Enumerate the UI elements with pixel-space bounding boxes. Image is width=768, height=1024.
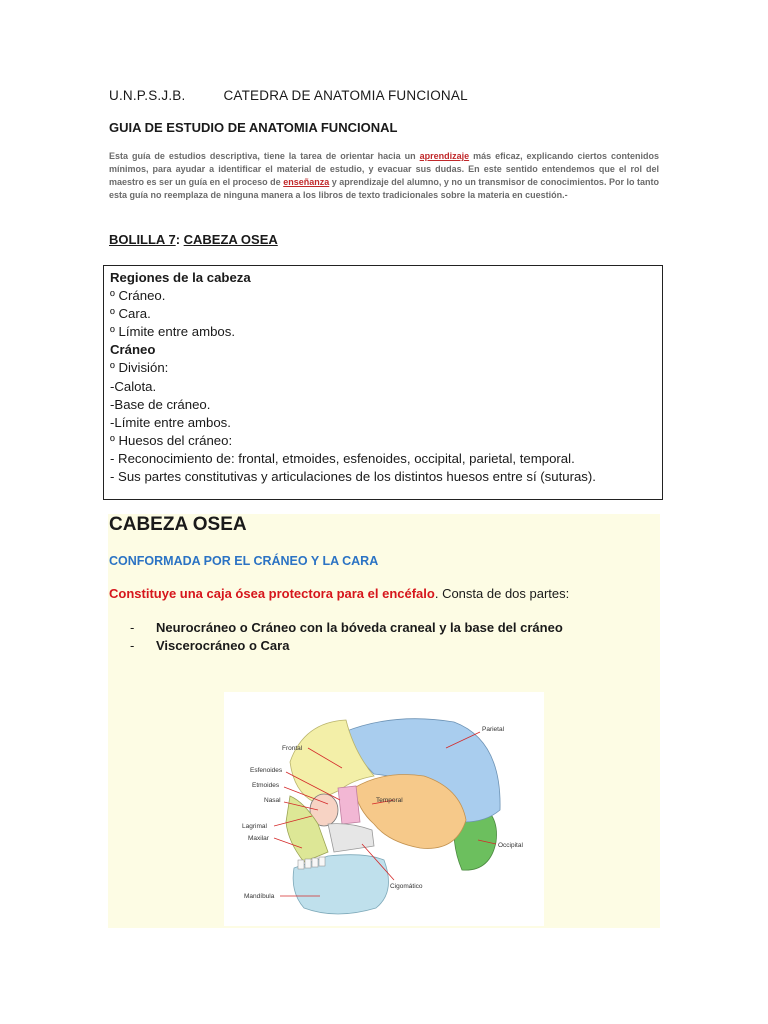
chair-name: CATEDRA DE ANATOMIA FUNCIONAL: [223, 88, 468, 103]
box-line: -Base de cráneo.: [110, 396, 211, 412]
ensenanza-link[interactable]: enseñanza: [283, 177, 330, 187]
aprendizaje-link[interactable]: aprendizaje: [419, 151, 470, 161]
list-item: [130, 638, 289, 653]
bullet-dash: -: [130, 620, 135, 635]
bolilla-heading: [109, 232, 278, 247]
label-temporal: Temporal: [376, 797, 403, 804]
box-line: - Sus partes constitutivas y articulaciones de los distintos huesos entre sí (suturas).: [110, 469, 596, 485]
document-header: [109, 88, 468, 103]
skull-figure: [224, 692, 544, 926]
box-line: - Reconocimiento de: frontal, etmoides, esfenoides, occipital, parietal, temporal.: [110, 450, 575, 466]
label-cigomatico: Cigomático: [390, 883, 423, 890]
box-line: º Cráneo.: [110, 288, 166, 304]
label-etmoides: Etmoides: [252, 782, 280, 789]
sphenoid-bone: [338, 786, 360, 824]
list-item: [130, 620, 563, 635]
bolilla-topic: CABEZA OSEA: [183, 232, 278, 247]
bullet-text: Neurocráneo o Cráneo con la bóveda craneal y la base del cráneo: [156, 620, 563, 635]
box-line: º Huesos del cráneo:: [110, 432, 233, 448]
bolilla-label: BOLILLA 7: [109, 232, 176, 247]
box-line: Regiones de la cabeza: [110, 270, 251, 285]
bullet-dash: -: [130, 638, 135, 653]
box-line: º Cara.: [110, 306, 151, 322]
skull-diagram: [224, 692, 544, 926]
intro-text-2: más eficaz, explicando ciertos contenidos mínimos, para ayudar a identificar el material de estudio, y evacuar sus dudas. En este sentido entendemos que el rol del maestro es ser un guía en el proceso de: [109, 151, 659, 187]
label-mandibula: Mandíbula: [244, 893, 275, 900]
box-line: Cráneo: [110, 342, 156, 358]
intro-text-3: y aprendizaje del alumno, y no un transmisor de conocimientos. Por lo tanto esta guía no reemplaza de ninguna manera a los libros de texto tradicionales sobre la materia en cuestión.-: [109, 177, 659, 200]
label-esfenoides: Esfenoides: [250, 767, 283, 774]
bullet-text: Viscerocráneo o Cara: [156, 638, 290, 653]
section-title: CABEZA OSEA: [109, 514, 247, 535]
lead-rest: . Consta de dos partes:: [434, 586, 570, 601]
section-lead: [109, 586, 569, 601]
box-line: º Límite entre ambos.: [110, 324, 236, 340]
bolilla-separator: :: [175, 232, 184, 247]
section-subtitle: CONFORMADA POR EL CRÁNEO Y LA CARA: [109, 554, 379, 568]
intro-text-1: Esta guía de estudios descriptiva, tiene la tarea de orientar hacia un: [109, 151, 420, 161]
box-line: -Calota.: [110, 378, 157, 394]
syllabus-box: [103, 265, 663, 500]
label-maxilar: Maxilar: [248, 835, 269, 842]
label-nasal: Nasal: [264, 797, 281, 804]
guide-title: GUIA DE ESTUDIO DE ANATOMIA FUNCIONAL: [109, 120, 398, 135]
label-frontal: Frontal: [282, 745, 303, 752]
zygomatic-bone: [328, 824, 374, 852]
lead-highlight: Constituye una caja ósea protectora para el encéfalo: [109, 586, 435, 601]
university-name: U.N.P.S.J.B.: [109, 88, 186, 103]
box-line: -Límite entre ambos.: [110, 414, 231, 430]
box-line: º División:: [110, 360, 169, 376]
label-occipital: Occipital: [498, 842, 523, 849]
intro-paragraph: [109, 150, 659, 202]
label-parietal: Parietal: [482, 726, 505, 733]
label-lagrimal: Lagrimal: [242, 823, 267, 830]
